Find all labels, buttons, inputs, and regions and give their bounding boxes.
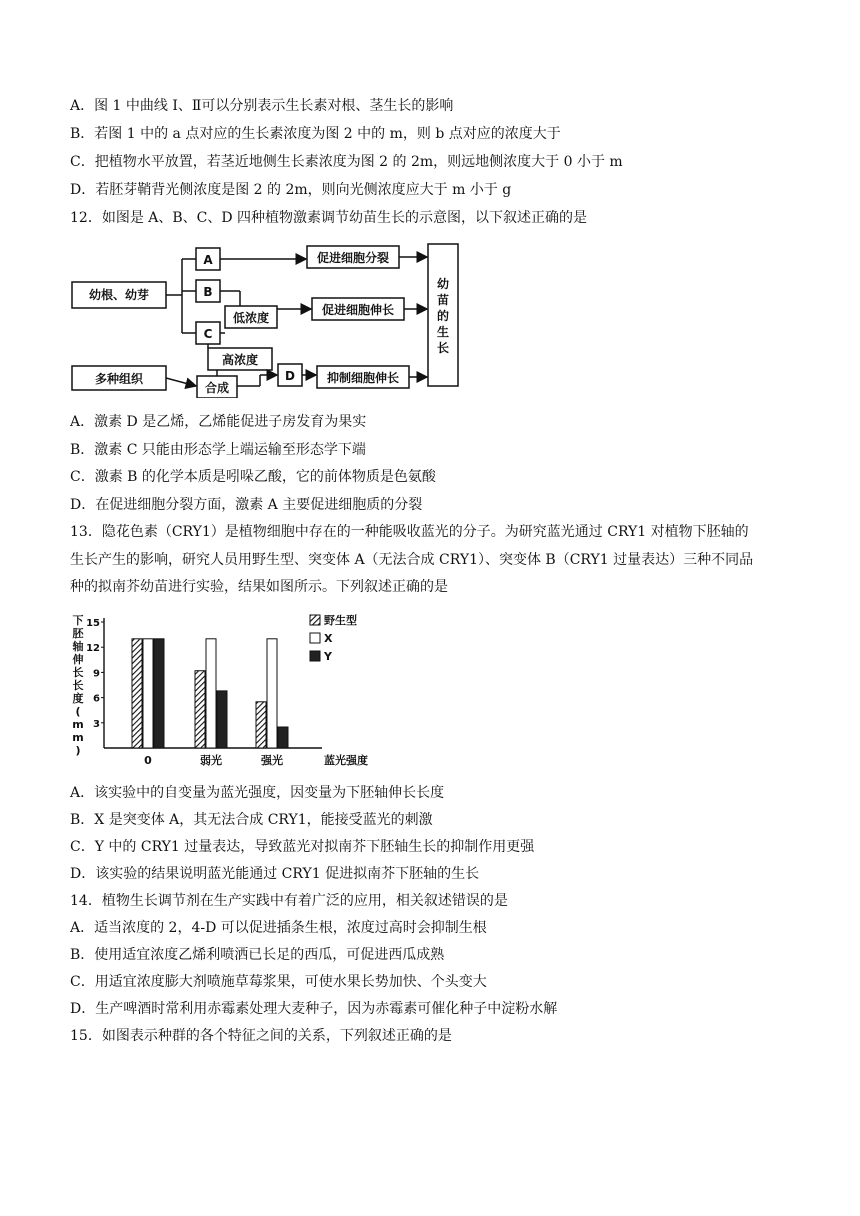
y-axis-label-char: m [72,718,84,731]
x-category-label: 0 [144,754,152,767]
y-axis-label-char: 长 [72,679,84,692]
q13-option-c: C．Y 中的 CRY1 过量表达，导致蓝光对拟南芥下胚轴生长的抑制作用更强 [70,839,535,855]
q15-stem: 15．如图表示种群的各个特征之间的关系，下列叙述正确的是 [70,1028,452,1044]
y-axis-label-char: ( [75,705,81,718]
y-axis-label-char: 轴 [72,640,84,653]
legend-label: 野生型 [324,614,357,627]
legend-label: Y [324,650,332,663]
hypocotyl-bar-chart [70,612,370,772]
tissues-label: 多种组织 [94,372,144,386]
q12-option-d: D．在促进细胞分裂方面，激素 A 主要促进细胞质的分裂 [70,497,423,513]
q13-stem-line-3: 种的拟南芥幼苗进行实验，结果如图所示。下列叙述正确的是 [70,579,448,595]
hormone-b-label: B [203,285,213,299]
bar-0-0 [132,639,142,748]
growth-char-4: 生 [436,325,450,339]
q13-option-d: D．该实验的结果说明蓝光能通过 CRY1 促进拟南芥下胚轴的生长 [70,866,480,882]
x-axis-label: 蓝光强度 [324,754,368,767]
q13-stem-line-2: 生长产生的影响，研究人员用野生型、突变体 A（无法合成 CRY1）、突变体 B（CRY1 过量表达）三种不同品 [70,552,754,568]
q14-option-b: B．使用适宜浓度乙烯利喷洒已长足的西瓜，可促进西瓜成熟 [70,947,445,963]
bar-0-1 [195,671,205,748]
growth-char-5: 长 [436,341,450,355]
synth-label: 合成 [204,381,230,395]
legend-swatch [310,633,320,643]
x-category-label: 弱光 [200,754,222,767]
legend-swatch [310,651,320,661]
y-axis-label-char: 胚 [72,627,84,640]
bar-0-2 [256,702,266,748]
growth-char-1: 幼 [436,277,450,291]
q11-option-d: D．若胚芽鞘背光侧浓度是图 2 的 2m，则向光侧浓度应大于 m 小于 g [70,182,512,198]
q11-option-b: B．若图 1 中的 a 点对应的生长素浓度为图 2 中的 m，则 b 点对应的浓度大于 [70,126,561,142]
q11-option-a: A．图 1 中曲线 I、Ⅱ可以分别表示生长素对根、茎生长的影响 [70,98,454,114]
low-conc-label: 低浓度 [232,311,270,325]
q14-option-c: C．用适宜浓度膨大剂喷施草莓浆果，可使水果长势加快、个头变大 [70,974,487,990]
growth-char-3: 的 [436,309,450,323]
hormone-regulation-diagram [70,238,470,398]
q12-option-c: C．激素 B 的化学本质是吲哚乙酸，它的前体物质是色氨酸 [70,469,436,485]
y-tick-label: 15 [86,618,100,629]
y-tick-label: 12 [86,643,100,655]
legend-label: X [324,632,333,645]
y-axis-label-char: ) [75,744,81,757]
y-tick-label: 9 [93,668,100,680]
q12-stem: 12．如图是 A、B、C、D 四种植物激素调节幼苗生长的示意图，以下叙述正确的是 [70,210,588,226]
y-tick-label: 6 [93,693,100,705]
promote-elongation-label: 促进细胞伸长 [321,303,395,317]
growth-char-2: 苗 [436,293,450,307]
y-axis-label-char: 下 [72,614,84,627]
q14-option-a: A．适当浓度的 2，4-D 可以促进插条生根，浓度过高时会抑制生根 [70,920,487,936]
q14-stem: 14．植物生长调节剂在生产实践中有着广泛的应用，相关叙述错误的是 [70,893,508,909]
q14-option-d: D．生产啤酒时常利用赤霉素处理大麦种子，因为赤霉素可催化种子中淀粉水解 [70,1001,558,1017]
promote-division-label: 促进细胞分裂 [316,251,390,265]
high-conc-label: 高浓度 [221,353,259,367]
bar-2-2 [278,727,288,748]
q13-stem-line-1: 13．隐花色素（CRY1）是植物细胞中存在的一种能吸收蓝光的分子。为研究蓝光通过 CRY1 对植物下胚轴的 [70,524,749,540]
legend-swatch [310,615,320,625]
bar-1-1 [206,639,216,748]
inhibit-elongation-label: 抑制细胞伸长 [326,371,400,385]
y-axis-label-char: 长 [72,666,84,679]
q13-option-a: A．该实验中的自变量为蓝光强度，因变量为下胚轴伸长长度 [70,785,445,801]
hormone-a-label: A [203,253,213,267]
hormone-d-label: D [285,369,295,383]
source-label: 幼根、幼芽 [88,288,150,302]
q12-option-a: A．激素 D 是乙烯，乙烯能促进子房发育为果实 [70,414,367,430]
x-category-label: 强光 [261,754,283,767]
y-axis-label-char: m [72,731,84,744]
bar-2-1 [217,691,227,748]
q13-option-b: B．X 是突变体 A，其无法合成 CRY1，能接受蓝光的刺激 [70,812,433,828]
y-axis-label-char: 度 [72,692,84,705]
y-axis-label-char: 伸 [72,653,84,666]
y-tick-label: 3 [93,718,100,730]
hormone-c-label: C [203,327,213,341]
bar-1-2 [267,639,277,748]
bar-2-0 [154,639,164,748]
q11-option-c: C．把植物水平放置，若茎近地侧生长素浓度为图 2 的 2m，则远地侧浓度大于 0 小于 m [70,154,623,170]
q12-option-b: B．激素 C 只能由形态学上端运输至形态学下端 [70,442,366,458]
bar-1-0 [143,639,153,748]
